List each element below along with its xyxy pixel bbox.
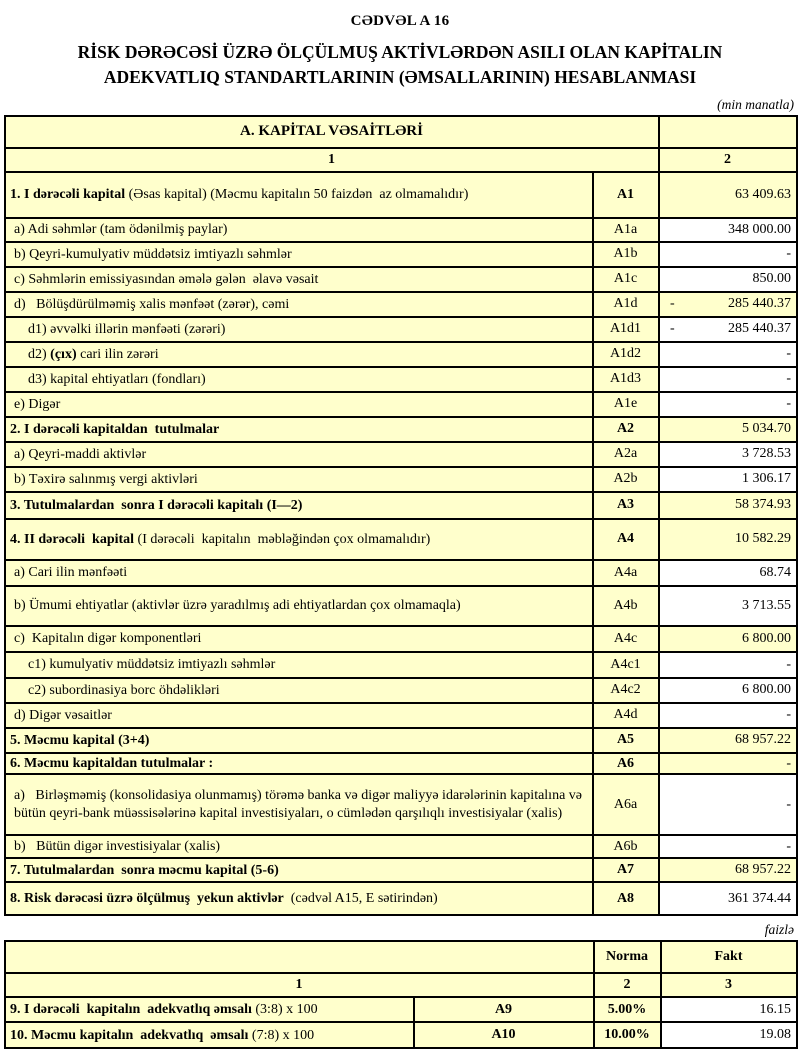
adequacy-row-A9-fakt: 16.15 xyxy=(661,997,797,1022)
label-text: b) Təxirə salınmış vergi aktivləri xyxy=(14,471,198,487)
label-text: b) Bütün digər investisiyalar (xalis) xyxy=(14,839,221,854)
table-row xyxy=(5,519,797,560)
negative-sign: - xyxy=(670,321,675,337)
capital-row-A3-code: A3 xyxy=(593,492,659,519)
label-text: d) Digər vəsaitlər xyxy=(14,707,112,723)
label-text: a) Qeyri-maddi aktivlər xyxy=(14,446,147,462)
capital-row-A8-label xyxy=(5,882,593,915)
table-row xyxy=(5,586,797,626)
capital-row-A1b-code: A1b xyxy=(593,242,659,267)
label-text: 3. Tutulmalardan sonra I dərəcəli kapitalı (I—2) xyxy=(10,497,303,513)
table-row xyxy=(5,342,797,367)
table-row xyxy=(5,652,797,678)
capital-row-A1d2-label xyxy=(5,342,593,367)
table-row xyxy=(5,218,797,242)
table-row xyxy=(5,1022,797,1048)
capital-row-A3-value: 58 374.93 xyxy=(659,492,797,519)
table-row xyxy=(5,417,797,442)
capital-row-A4-value: 10 582.29 xyxy=(659,519,797,560)
label-text: 8. Risk dərəcəsi üzrə ölçülmuş yekun aktivlər xyxy=(10,891,284,906)
label-text: a) Adi səhmlər (tam ödənilmiş paylar) xyxy=(14,222,228,237)
capital-row-A1d-label xyxy=(5,292,593,317)
table-row xyxy=(5,728,797,753)
capital-row-A1e-value: - xyxy=(659,392,797,417)
capital-row-A4-label xyxy=(5,519,593,560)
capital-row-A2-code: A2 xyxy=(593,417,659,442)
capital-row-A6-label xyxy=(5,753,593,775)
capital-row-A4b-label xyxy=(5,586,593,626)
table-row xyxy=(5,492,797,519)
label-text: d3) kapital ehtiyatları (fondları) xyxy=(28,371,206,387)
table-row xyxy=(5,858,797,882)
capital-row-A2a-code: A2a xyxy=(593,442,659,467)
capital-row-A1d2-value: - xyxy=(659,342,797,367)
capital-row-A2a-value: 3 728.53 xyxy=(659,442,797,467)
label-text: d2) xyxy=(28,346,51,362)
capital-row-A5-label xyxy=(5,728,593,753)
capital-row-A1d3-value: - xyxy=(659,367,797,392)
capital-row-A1d1-value: - 285 440.37 xyxy=(659,317,797,342)
capital-row-A1e-code: A1e xyxy=(593,392,659,417)
table-row xyxy=(5,626,797,652)
label-text: (cədvəl A15, E sətirindən) xyxy=(283,891,438,906)
page-title: CƏDVƏL A 16 xyxy=(350,13,450,29)
capital-row-A4d-code: A4d xyxy=(593,703,659,728)
adequacy-table xyxy=(4,940,798,1049)
negative-sign: - xyxy=(670,296,675,312)
capital-row-A3-label xyxy=(5,492,593,519)
capital-row-A4-code: A4 xyxy=(593,519,659,560)
capital-row-A2-value: 5 034.70 xyxy=(659,417,797,442)
unit-note: (min manatla) xyxy=(717,96,794,112)
capital-row-A7-label xyxy=(5,858,593,882)
label-text: 6. Məcmu kapitaldan tutulmalar : xyxy=(10,755,214,771)
capital-row-A1c-code: A1c xyxy=(593,267,659,292)
capital-row-A4c1-code: A4c1 xyxy=(593,652,659,678)
capital-row-A1c-value: 850.00 xyxy=(659,267,797,292)
label-text: b) Qeyri-kumulyativ müddətsiz imtiyazlı səhmlər xyxy=(14,246,292,262)
label-text: 10. Məcmu kapitalın adekvatlıq əmsalı xyxy=(10,1027,249,1043)
fakt-header: Fakt xyxy=(661,941,797,973)
capital-row-A8-value: 361 374.44 xyxy=(659,882,797,915)
label-text: b) Ümumi ehtiyatlar (aktivlər üzrə yaradılmış adi ehtiyatlardan çox olmamaqla) xyxy=(14,598,461,613)
adequacy-table-colnum-row xyxy=(5,973,797,997)
capital-row-A1b-label xyxy=(5,242,593,267)
capital-row-A1d1-label xyxy=(5,317,593,342)
table-row xyxy=(5,560,797,586)
adequacy-row-A9-label xyxy=(5,997,414,1022)
capital-table-colnum-row xyxy=(5,148,797,172)
label-text: c1) kumulyativ müddətsiz imtiyazlı səhmlər xyxy=(28,657,276,672)
capital-row-A1-label xyxy=(5,172,593,218)
capital-row-A6b-code: A6b xyxy=(593,835,659,858)
label-text: c) Səhmlərin emissiyasından əmələ gələn əlavə vəsait xyxy=(14,271,319,287)
label-text: e) Digər xyxy=(14,396,61,412)
adequacy-table-header-row xyxy=(5,941,797,973)
adequacy-row-A9-code: A9 xyxy=(414,997,594,1022)
table-row xyxy=(5,267,797,292)
table-row xyxy=(5,678,797,703)
table-row xyxy=(5,882,797,915)
capital-row-A1a-label xyxy=(5,218,593,242)
adequacy-row-A10-code: A10 xyxy=(414,1022,594,1048)
colnum-2: 2 xyxy=(659,148,797,172)
adequacy-colnum-1: 1 xyxy=(5,973,594,997)
capital-row-A4c-label xyxy=(5,626,593,652)
capital-row-A6b-label xyxy=(5,835,593,858)
capital-row-A4c1-value: - xyxy=(659,652,797,678)
table-row xyxy=(5,172,797,218)
adequacy-colnum-2: 2 xyxy=(594,973,661,997)
capital-row-A4c2-label xyxy=(5,678,593,703)
capital-row-A1d-value: - 285 440.37 xyxy=(659,292,797,317)
label-text: c2) subordinasiya borc öhdəlikləri xyxy=(28,682,220,698)
capital-table-header-row xyxy=(5,116,797,148)
capital-row-A1-value: 63 409.63 xyxy=(659,172,797,218)
capital-row-A4c2-code: A4c2 xyxy=(593,678,659,703)
label-text: a) Birləşməmiş (konsolidasiya olunmamış) törəmə banka və digər maliyyə idarələrinin kapitalına və bütün qeyri-bank müəssisələrinə kapital investisiyaları, o cümlədən qarşılıqlı investisiyalar (xalis) xyxy=(14,788,586,821)
capital-row-A4c2-value: 6 800.00 xyxy=(659,678,797,703)
capital-row-A8-code: A8 xyxy=(593,882,659,915)
label-text: 5. Məcmu kapital (3+4) xyxy=(10,732,150,748)
capital-row-A1e-label xyxy=(5,392,593,417)
table-row xyxy=(5,703,797,728)
capital-row-A1d3-code: A1d3 xyxy=(593,367,659,392)
capital-row-A2a-label xyxy=(5,442,593,467)
capital-row-A1a-value: 348 000.00 xyxy=(659,218,797,242)
capital-row-A1d2-code: A1d2 xyxy=(593,342,659,367)
adequacy-row-A10-label xyxy=(5,1022,414,1048)
capital-table-header-empty-cell xyxy=(659,116,797,148)
capital-row-A1d-code: A1d xyxy=(593,292,659,317)
capital-row-A4a-label xyxy=(5,560,593,586)
table-row xyxy=(5,442,797,467)
percent-note: faizlə xyxy=(764,922,794,938)
capital-row-A6a-label xyxy=(5,774,593,835)
norma-header: Norma xyxy=(594,941,661,973)
capital-row-A5-code: A5 xyxy=(593,728,659,753)
capital-row-A4d-value: - xyxy=(659,703,797,728)
capital-row-A2b-value: 1 306.17 xyxy=(659,467,797,492)
capital-row-A1d3-label xyxy=(5,367,593,392)
capital-row-A4c-code: A4c xyxy=(593,626,659,652)
capital-row-A5-value: 68 957.22 xyxy=(659,728,797,753)
label-text: c) Kapitalın digər komponentləri xyxy=(14,631,202,646)
capital-row-A4c1-label xyxy=(5,652,593,678)
label-text: (çıx) xyxy=(50,346,77,362)
capital-row-A4a-code: A4a xyxy=(593,560,659,586)
adequacy-row-A10-fakt: 19.08 xyxy=(661,1022,797,1048)
table-row xyxy=(5,292,797,317)
table-row xyxy=(5,392,797,417)
label-text: (7:8) x 100 xyxy=(248,1027,315,1043)
label-text: d1) əvvəlki illərin mənfəəti (zərəri) xyxy=(28,321,226,337)
capital-row-A1a-code: A1a xyxy=(593,218,659,242)
label-text: (3:8) x 100 xyxy=(251,1002,318,1017)
label-text: 7. Tutulmalardan sonra məcmu kapital (5-6) xyxy=(10,862,279,878)
capital-row-A4b-code: A4b xyxy=(593,586,659,626)
capital-row-A1-code: A1 xyxy=(593,172,659,218)
adequacy-row-A10-norma: 10.00% xyxy=(594,1022,661,1048)
table-row xyxy=(5,997,797,1022)
table-row xyxy=(5,467,797,492)
label-text: 2. I dərəcəli kapitaldan tutulmalar xyxy=(10,421,220,437)
capital-row-A6b-value: - xyxy=(659,835,797,858)
capital-row-A6-code: A6 xyxy=(593,753,659,775)
adequacy-row-A9-norma: 5.00% xyxy=(594,997,661,1022)
capital-row-A4c-value: 6 800.00 xyxy=(659,626,797,652)
adequacy-header-empty-cell xyxy=(5,941,594,973)
label-text: d) Bölüşdürülməmiş xalis mənfəət (zərər), cəmi xyxy=(14,296,290,312)
capital-row-A4a-value: 68.74 xyxy=(659,560,797,586)
table-row xyxy=(5,367,797,392)
capital-row-A2b-label xyxy=(5,467,593,492)
label-text: a) Cari ilin mənfəəti xyxy=(14,565,128,580)
capital-row-A2b-code: A2b xyxy=(593,467,659,492)
label-text: cari ilin zərəri xyxy=(76,346,159,362)
capital-row-A4d-label xyxy=(5,703,593,728)
table-row xyxy=(5,317,797,342)
label-text: 9. I dərəcəli kapitalın adekvatlıq əmsalı xyxy=(10,1002,252,1017)
capital-row-A7-value: 68 957.22 xyxy=(659,858,797,882)
table-row xyxy=(5,753,797,775)
capital-row-A6-value: - xyxy=(659,753,797,775)
capital-table xyxy=(4,115,798,917)
colnum-1: 1 xyxy=(5,148,659,172)
capital-row-A4b-value: 3 713.55 xyxy=(659,586,797,626)
label-text: 4. II dərəcəli kapital xyxy=(10,531,135,547)
capital-row-A1b-value: - xyxy=(659,242,797,267)
label-text: (Əsas kapital) (Məcmu kapitalın 50 faizdən az olmamalıdır) xyxy=(125,187,469,202)
table-row xyxy=(5,774,797,835)
table-row xyxy=(5,835,797,858)
capital-row-A1d1-code: A1d1 xyxy=(593,317,659,342)
label-text: 1. I dərəcəli kapital xyxy=(10,187,126,202)
capital-row-A1c-label xyxy=(5,267,593,292)
capital-table-body xyxy=(5,172,797,916)
capital-row-A6a-code: A6a xyxy=(593,774,659,835)
page-subtitle: RİSK DƏRƏCƏSİ ÜZRƏ ÖLÇÜLMUŞ AKTİVLƏRDƏN ASILI OLAN KAPİTALIN ADEKVATLIQ STANDARTLARININ (ƏMSALLARININ) HESABLANMASI xyxy=(77,42,723,88)
capital-table-title: A. KAPİTAL VƏSAİTLƏRİ xyxy=(5,116,659,148)
capital-row-A2-label xyxy=(5,417,593,442)
adequacy-colnum-3: 3 xyxy=(661,973,797,997)
adequacy-table-body xyxy=(5,997,797,1048)
table-row xyxy=(5,242,797,267)
capital-row-A6a-value: - xyxy=(659,774,797,835)
capital-row-A7-code: A7 xyxy=(593,858,659,882)
label-text: (I dərəcəli kapitalın məbləğindən çox olmamalıdır) xyxy=(134,531,431,547)
